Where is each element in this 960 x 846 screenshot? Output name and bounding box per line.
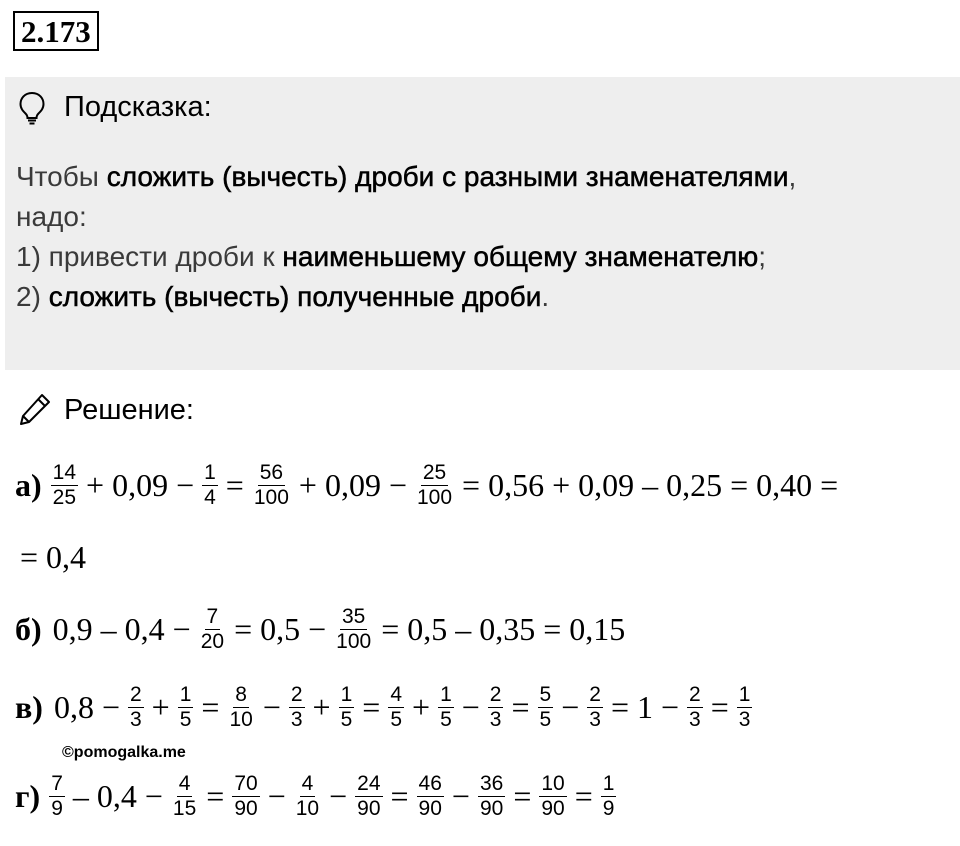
hint-text: 1) привести дроби к — [16, 241, 283, 272]
fraction — [49, 772, 65, 821]
math-expression: – 0,4 − — [72, 777, 163, 814]
math-expression: = — [225, 466, 244, 503]
fraction — [294, 772, 321, 821]
hint-text: надо: — [16, 201, 87, 232]
fraction-denominator: 9 — [602, 796, 615, 820]
solution-letter: а) — [15, 466, 42, 503]
math-expression: − — [262, 688, 281, 725]
fraction — [488, 683, 504, 732]
math-expression: − — [451, 777, 470, 814]
hint-line — [16, 237, 766, 277]
math-expression: 0,9 – 0,4 − — [52, 610, 191, 647]
fraction-numerator: 1 — [204, 460, 216, 484]
math-expression: + 0,09 − — [86, 466, 195, 503]
fraction-numerator: 1 — [738, 682, 751, 706]
fraction — [199, 605, 226, 654]
solution-line — [15, 760, 619, 832]
hint-text: , — [788, 161, 797, 192]
solution-line — [15, 521, 91, 593]
fraction-numerator: 2 — [489, 682, 502, 706]
fraction — [334, 605, 373, 654]
fraction-denominator: 5 — [390, 707, 403, 731]
fraction-denominator: 15 — [172, 796, 197, 820]
fraction-denominator: 90 — [479, 796, 504, 820]
fraction — [51, 461, 78, 510]
fraction-numerator: 56 — [259, 460, 284, 484]
fraction-numerator: 8 — [235, 682, 247, 706]
math-expression: = 0,56 + 0,09 – 0,25 = 0,40 = — [462, 466, 839, 503]
fraction — [232, 772, 259, 821]
hint-emphasis: наименьшему общему знаменателю — [282, 241, 759, 272]
fraction-denominator: 5 — [340, 707, 353, 731]
fraction — [587, 683, 603, 732]
math-expression: = — [513, 777, 532, 814]
math-expression: − — [267, 777, 286, 814]
fraction-numerator: 2 — [589, 682, 601, 706]
math-expression: − — [329, 777, 348, 814]
fraction — [737, 683, 753, 732]
math-expression: = 0,5 – 0,35 = 0,15 — [381, 610, 626, 647]
fraction — [438, 683, 454, 732]
math-expression: = — [574, 777, 593, 814]
fraction-numerator: 24 — [357, 771, 381, 795]
fraction-numerator: 2 — [290, 682, 303, 706]
watermark: ©pomogalka.me — [62, 744, 186, 761]
math-expression: 0,8 − — [53, 688, 120, 725]
solution-letter: г) — [15, 777, 41, 814]
fraction-numerator: 10 — [541, 771, 565, 795]
solution-line — [15, 593, 630, 665]
math-expression: = 0,4 — [20, 538, 87, 575]
fraction-numerator: 70 — [234, 771, 258, 795]
fraction-numerator: 1 — [440, 682, 452, 706]
solution-line — [15, 449, 843, 521]
fraction-denominator: 5 — [440, 707, 452, 731]
fraction-denominator: 20 — [200, 629, 225, 653]
hint-emphasis: сложить (вычесть) дроби с разными знаменателями — [106, 161, 789, 192]
fraction-numerator: 4 — [301, 771, 314, 795]
fraction-denominator: 10 — [295, 796, 320, 820]
hint-text: ; — [758, 241, 766, 272]
math-expression: − — [561, 688, 580, 725]
hint-text: . — [541, 281, 550, 312]
fraction — [128, 683, 144, 732]
math-expression: = — [201, 688, 220, 725]
math-expression: = — [362, 688, 381, 725]
fraction-numerator: 14 — [52, 460, 77, 484]
fraction-denominator: 3 — [129, 707, 142, 731]
fraction-numerator: 1 — [602, 771, 615, 795]
fraction-denominator: 3 — [290, 707, 303, 731]
solution-line — [15, 671, 755, 743]
fraction-numerator: 4 — [390, 682, 403, 706]
hint-line — [16, 157, 796, 197]
fraction-denominator: 90 — [418, 796, 442, 820]
fraction — [339, 683, 355, 732]
fraction-denominator: 3 — [738, 707, 751, 731]
fraction — [289, 683, 305, 732]
fraction-denominator: 9 — [51, 796, 63, 820]
fraction — [539, 772, 566, 821]
task-number: 2.173 — [13, 11, 99, 51]
fraction — [601, 772, 617, 821]
fraction-denominator: 100 — [253, 485, 289, 509]
pencil-icon — [18, 392, 52, 437]
fraction — [538, 683, 554, 732]
math-expression: + — [312, 688, 331, 725]
fraction — [355, 772, 382, 821]
fraction — [388, 683, 404, 732]
fraction-numerator: 36 — [479, 771, 504, 795]
math-expression: = — [206, 777, 225, 814]
solution-title-label: Решение: — [64, 394, 194, 426]
fraction-numerator: 35 — [342, 604, 366, 628]
fraction — [227, 683, 254, 732]
fraction — [687, 683, 703, 732]
fraction-numerator: 46 — [418, 771, 442, 795]
math-expression: = — [390, 777, 409, 814]
fraction-numerator: 5 — [539, 682, 552, 706]
solution-letter: в) — [15, 688, 43, 725]
math-expression: = 0,5 − — [234, 610, 327, 647]
fraction-denominator: 5 — [539, 707, 552, 731]
fraction-numerator: 7 — [51, 771, 63, 795]
fraction-denominator: 3 — [689, 707, 701, 731]
math-expression: = — [511, 688, 530, 725]
fraction-numerator: 2 — [129, 682, 142, 706]
fraction-denominator: 5 — [179, 707, 192, 731]
fraction — [171, 772, 198, 821]
hint-line — [16, 277, 549, 317]
math-expression: = — [710, 688, 729, 725]
fraction-denominator: 3 — [489, 707, 502, 731]
fraction-denominator: 10 — [229, 707, 253, 731]
fraction-numerator: 7 — [206, 604, 219, 628]
math-expression: + 0,09 − — [298, 466, 407, 503]
fraction-numerator: 2 — [689, 682, 701, 706]
math-expression: + — [412, 688, 431, 725]
math-expression: − — [461, 688, 480, 725]
hint-box — [5, 77, 960, 370]
fraction-denominator: 3 — [589, 707, 601, 731]
fraction-denominator: 4 — [204, 485, 216, 509]
fraction-denominator: 90 — [234, 796, 258, 820]
fraction — [415, 461, 454, 510]
fraction-numerator: 1 — [340, 682, 353, 706]
fraction-denominator: 100 — [416, 485, 453, 509]
fraction-denominator: 100 — [336, 629, 372, 653]
fraction — [202, 461, 218, 510]
fraction — [178, 683, 194, 732]
solution-letter: б) — [15, 610, 42, 647]
fraction-denominator: 25 — [52, 485, 77, 509]
hint-title-label: Подсказка: — [64, 91, 212, 123]
hint-text: 2) — [16, 281, 49, 312]
fraction — [417, 772, 444, 821]
fraction-numerator: 25 — [422, 460, 447, 484]
fraction-denominator: 90 — [357, 796, 381, 820]
math-expression: = 1 − — [610, 688, 680, 725]
fraction — [478, 772, 505, 821]
fraction — [252, 461, 291, 510]
hint-emphasis: сложить (вычесть) полученные дроби — [48, 281, 542, 312]
math-expression: + — [151, 688, 170, 725]
fraction-numerator: 1 — [179, 682, 192, 706]
lightbulb-icon — [18, 91, 46, 136]
hint-line — [16, 197, 87, 237]
fraction-denominator: 90 — [541, 796, 565, 820]
hint-text: Чтобы — [16, 161, 107, 192]
fraction-numerator: 4 — [178, 771, 191, 795]
